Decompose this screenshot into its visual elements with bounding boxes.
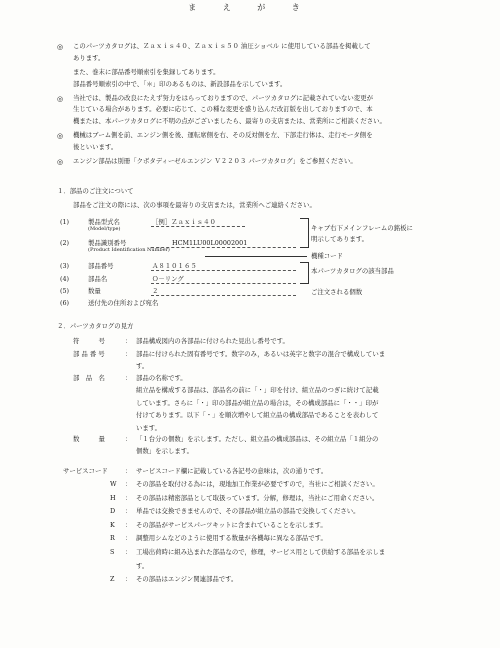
nameplate-note: キャブ右下メインフレームの銘板に [311,224,413,232]
order-item-value: ［例］Ｚａｘｉｓ４０ [152,218,216,226]
term-description: 部品に付けられた固有番号です。数字のみ，あるいは英字と数字の混合で構成していま [136,350,386,358]
bullet-mark: ◎ [57,94,64,103]
order-item-sublabel: (Product Identification Number) [88,247,170,253]
term-colon: ： [125,435,132,443]
parts-bracket [300,262,309,284]
term-description: 組立品を構成する部品は、部品名の前に「・」印を付け、組立品のつぎに続けて記載 [136,386,379,395]
section-heading: １．部品のご注文について [57,187,134,195]
order-item-label: 部品名 [88,275,108,283]
term-colon: ： [125,520,132,529]
term-colon: ： [125,467,132,475]
quantity-note: ご注文される個数 [311,288,363,296]
term-description: 個数」を示します。 [136,447,194,456]
page-title: ま え が き [188,3,312,12]
preface-line: また、巻末に部品番号順索引を集録してあります。 [73,67,220,76]
service-code-description: その部品がサービスパーツキットに含まれていることを示します。 [136,520,327,529]
value-underline [151,226,245,227]
term-colon: ： [125,493,132,502]
order-item-label: 数量 [88,287,101,295]
engine-code-pointer [205,256,307,257]
term-colon: ： [125,337,132,345]
service-code: K [110,520,115,529]
order-item-label: 製品型式名 [88,218,120,226]
order-item-value: Ｏ－リング [152,275,184,283]
nameplate-bracket [300,218,309,248]
order-item-number: (3) [60,262,70,270]
service-code-description: 調整用シムなどのように使用する数量が各機毎に異なる部品です。 [136,534,327,543]
term-description: 部品構成図内の各部品に付けられた見出し番号です。 [136,337,289,345]
term-colon: ： [125,374,132,382]
term-description: 部品の名称です。 [136,374,187,382]
term-label: 部 品 番 号 [73,350,105,358]
bullet-mark: ◎ [57,132,64,141]
preface-line: このパーツカタログは、Ｚａｘｉｓ４０、Ｚａｘｉｓ５０ 油圧ショベル に使用している部品を掲載して [73,42,371,50]
term-colon: ： [125,350,132,358]
order-item-number: (2) [60,239,70,247]
service-code-description: その部品は精密部品として取扱っています。分解，修理は，当社にご用命ください。 [136,493,379,502]
term-description: す。 [136,362,149,371]
service-code: R [110,534,115,543]
term-colon: ： [125,534,132,543]
preface-line: 生じている場合があります。必要に応じて、この種な変更を盛り込んだ改訂版を出しておりますので、本 [73,105,373,114]
preface-line: 部品番号順索引の中で、「＊」印のあるものは、新設部品を示しています。 [73,79,287,88]
section-intro: 部品をご注文の際には、次の事項を最寄りの支店または，営業所へご連絡ください。 [73,201,316,209]
engine-code-note: 機種コード [311,252,343,260]
bullet-mark: ◎ [57,43,64,51]
preface-line: エンジン部品は別冊「クボタディーゼルエンジン Ｖ２２０３ パーツカタログ」をご参照ください。 [73,157,357,165]
bullet-mark: ◎ [57,158,64,166]
service-code-description: その部品を取付ける為には，現地加工作業が必要ですので，当社にご相談ください。 [136,480,379,488]
preface-line: 後といいます。 [73,143,118,151]
order-item-label: 製品識別番号 [88,239,127,247]
service-code: W [110,480,117,488]
service-code-description: 単品では交換できませんので、その部品が組立品の部品で交換してください。 [136,507,360,516]
term-description: います。 [136,423,162,432]
term-description: しています。さらに「・」印の部品が組立品の場合は，その構成部品に「・・」印が [136,398,379,407]
service-code-label: サービスコード [63,467,108,475]
service-code: S [110,548,115,556]
term-colon: ： [125,507,132,516]
parts-note: 本パーツカタログの該当部品 [311,267,394,275]
order-item-number: (6) [60,299,70,307]
term-colon: ： [125,480,132,488]
order-item-value: ２ [152,287,159,295]
value-underline [151,295,296,296]
section-heading: ２．パーツカタログの見方 [57,322,134,330]
service-code: H [110,493,116,502]
order-item-value: HCM1LU00L00002001 [172,239,248,247]
term-colon: ： [125,575,132,584]
term-label: 部 品 名 [73,374,105,382]
nameplate-note: 明示してあります。 [311,235,369,243]
term-description: 「１台分の個数」を示します。ただし、組立品の構成部品は、その組立品「１組分の [136,435,379,443]
order-item-number: (5) [60,287,70,295]
order-item-number: (4) [60,275,70,283]
service-code-description: その部品はエンジン関連部品です。 [136,575,238,584]
term-colon: ： [125,548,132,556]
term-description: 付けてあります。以下「・」を順次増やして組立品の構成部品であることを表わして [136,411,379,420]
value-underline [151,247,296,248]
order-item-label: 送付先の住所および宛名 [88,299,159,307]
service-code: D [110,507,116,516]
order-item-value: Ａ８１０１６５ [152,262,197,270]
order-item-label: 部品番号 [88,262,114,270]
preface-line: 機械はブーム側を前、エンジン側を後、運転席側を右、その反対側を左、下部走行体は、走行モータ側を [73,131,373,140]
service-intro: サービスコード欄に記載している各記号の意味は，次の通りです。 [136,467,328,475]
preface-line: あります。 [73,53,105,62]
service-code-description: す。 [136,561,149,570]
order-item-number: (1) [60,218,70,226]
preface-line: 機または、本パーツカタログに不明の点がございましたら、最寄りの支店または、営業所にご相談ください。 [73,117,386,126]
value-underline [151,270,296,271]
term-label: 符 号 [73,337,105,345]
value-underline [151,283,296,284]
term-label: 数 量 [73,435,105,443]
service-code-description: 工場出荷時に組み込まれた部品なので，修理，サービス用として供給する部品を示しま [136,548,386,556]
preface-line: 当社では、製品の改良にたえず努力をはらっておりますので、パーツカタログに記載されていない変更が [73,93,373,102]
order-item-sublabel: (Model/type) [88,226,121,232]
service-code: Z [110,575,115,584]
